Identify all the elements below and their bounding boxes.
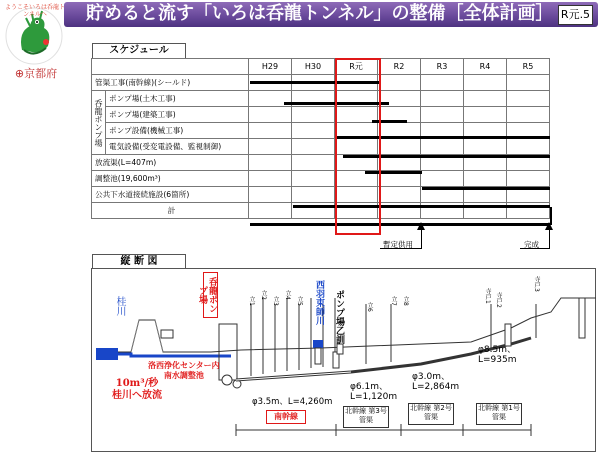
arrow-up-icon [417, 222, 425, 230]
group-label: 呑龍ポンプ場 [92, 91, 106, 155]
row-label: ポンプ場(土木工事) [106, 91, 249, 107]
pipe-name-text: 北幹線 第2号管渠 [410, 404, 452, 421]
pipe-name-box [476, 403, 522, 425]
year-header-row [92, 59, 550, 75]
otokuni-text: ポンプ場乙訓 [334, 290, 344, 344]
row-label: 管渠工事(南幹線)(シールド) [92, 75, 249, 91]
current-year-highlight [335, 58, 381, 235]
pipe-dim: φ8.5m、L=935m [478, 345, 517, 365]
pipe-name-text: 北幹線 第3号管渠 [345, 407, 387, 424]
pipe-dim: φ6.1m、L=1,120m [350, 382, 398, 402]
treatment-note-line: 洛西浄化センター内 [148, 361, 220, 370]
river-label [112, 296, 127, 316]
row-label: 放流渠(L=407m) [92, 155, 249, 171]
shaft-label: 立7 [390, 296, 397, 306]
year-cell: R2 [378, 59, 421, 75]
gantt-bar-total [250, 223, 550, 226]
shaft-label: 立8 [402, 296, 409, 306]
pipe-name-text: 北幹線 第1号管渠 [478, 404, 520, 421]
page-title: 貯めると流す「いろは呑龍トンネル」の整備［全体計画］ [86, 3, 554, 24]
schedule-row [92, 171, 550, 187]
schedule-row [92, 107, 550, 123]
shaft-label: 立4 [284, 290, 291, 300]
mascot-logo [2, 2, 66, 66]
row-label: 調整池(19,600m³) [92, 171, 249, 187]
discharge-note [112, 378, 162, 402]
treatment-note-line: 南水調整池 [163, 371, 204, 380]
nishihabashi-label [314, 280, 324, 325]
year-cell: R元 [335, 59, 378, 75]
pipe-name-box [266, 410, 306, 424]
row-label: 公共下水道接続施設(6箇所) [92, 187, 249, 203]
discharge-line: 10m³/秒 [115, 378, 159, 389]
nishihabashi-text: 西羽束師川 [314, 280, 324, 325]
otokuni-label [334, 290, 344, 344]
shaft-label-right: 寺戸1 [484, 288, 491, 304]
schedule-title: スケジュール [92, 43, 186, 59]
pipe-name-box [343, 406, 389, 428]
pipe-name-box [408, 403, 454, 425]
pump-station-label [197, 272, 218, 318]
milestone-line [421, 227, 422, 249]
shaft-label: 立2 [260, 290, 267, 300]
pipe-dim: φ3.0m、L=2,864m [412, 372, 460, 392]
year-cell: R4 [464, 59, 507, 75]
gantt-bar [422, 187, 550, 190]
river-label-text: 桂川 [114, 296, 125, 316]
milestone-label: 暫定供用 [383, 240, 413, 249]
year-cell: H30 [292, 59, 335, 75]
logo-org-text: 京都府 [24, 67, 58, 80]
year-badge: R元.5 [558, 5, 593, 25]
kyoto-emblem-icon: ⊕ [14, 67, 25, 80]
pipe-name-text: 南幹線 [274, 412, 298, 421]
shaft-label-right: 寺戸3 [533, 276, 540, 292]
arrow-up-icon [545, 222, 553, 230]
row-label: 計 [92, 203, 249, 219]
shaft-label: 立6 [366, 302, 373, 312]
year-cell: R3 [421, 59, 464, 75]
profile-title: 縦 断 図 [92, 254, 186, 269]
pipe-dim: φ3.5m、L=4,260m [252, 397, 333, 407]
year-cell: R5 [507, 59, 550, 75]
gantt-bar [293, 205, 550, 208]
shaft-label: 立5 [296, 296, 303, 306]
logo-org [8, 65, 64, 81]
shaft-label-right: 寺戸2 [495, 292, 502, 308]
row-label: ポンプ場(建築工事) [106, 107, 249, 123]
logo-arc-text: ようこそいろは呑龍トンネルへ [4, 4, 65, 18]
shaft-label: 立1 [248, 296, 255, 306]
pump-station-text: 呑龍ポンプ場 [197, 277, 217, 313]
year-cell: H29 [249, 59, 292, 75]
discharge-line: 桂川へ放流 [112, 390, 162, 401]
shaft-label: 立3 [272, 296, 279, 306]
row-label: 電気設備(受変電設備、監視制御) [106, 139, 249, 155]
milestone-label: 完成 [524, 240, 539, 249]
schedule-row [92, 139, 550, 155]
row-label: ポンプ設備(機械工事) [106, 123, 249, 139]
milestone-line [549, 227, 550, 249]
